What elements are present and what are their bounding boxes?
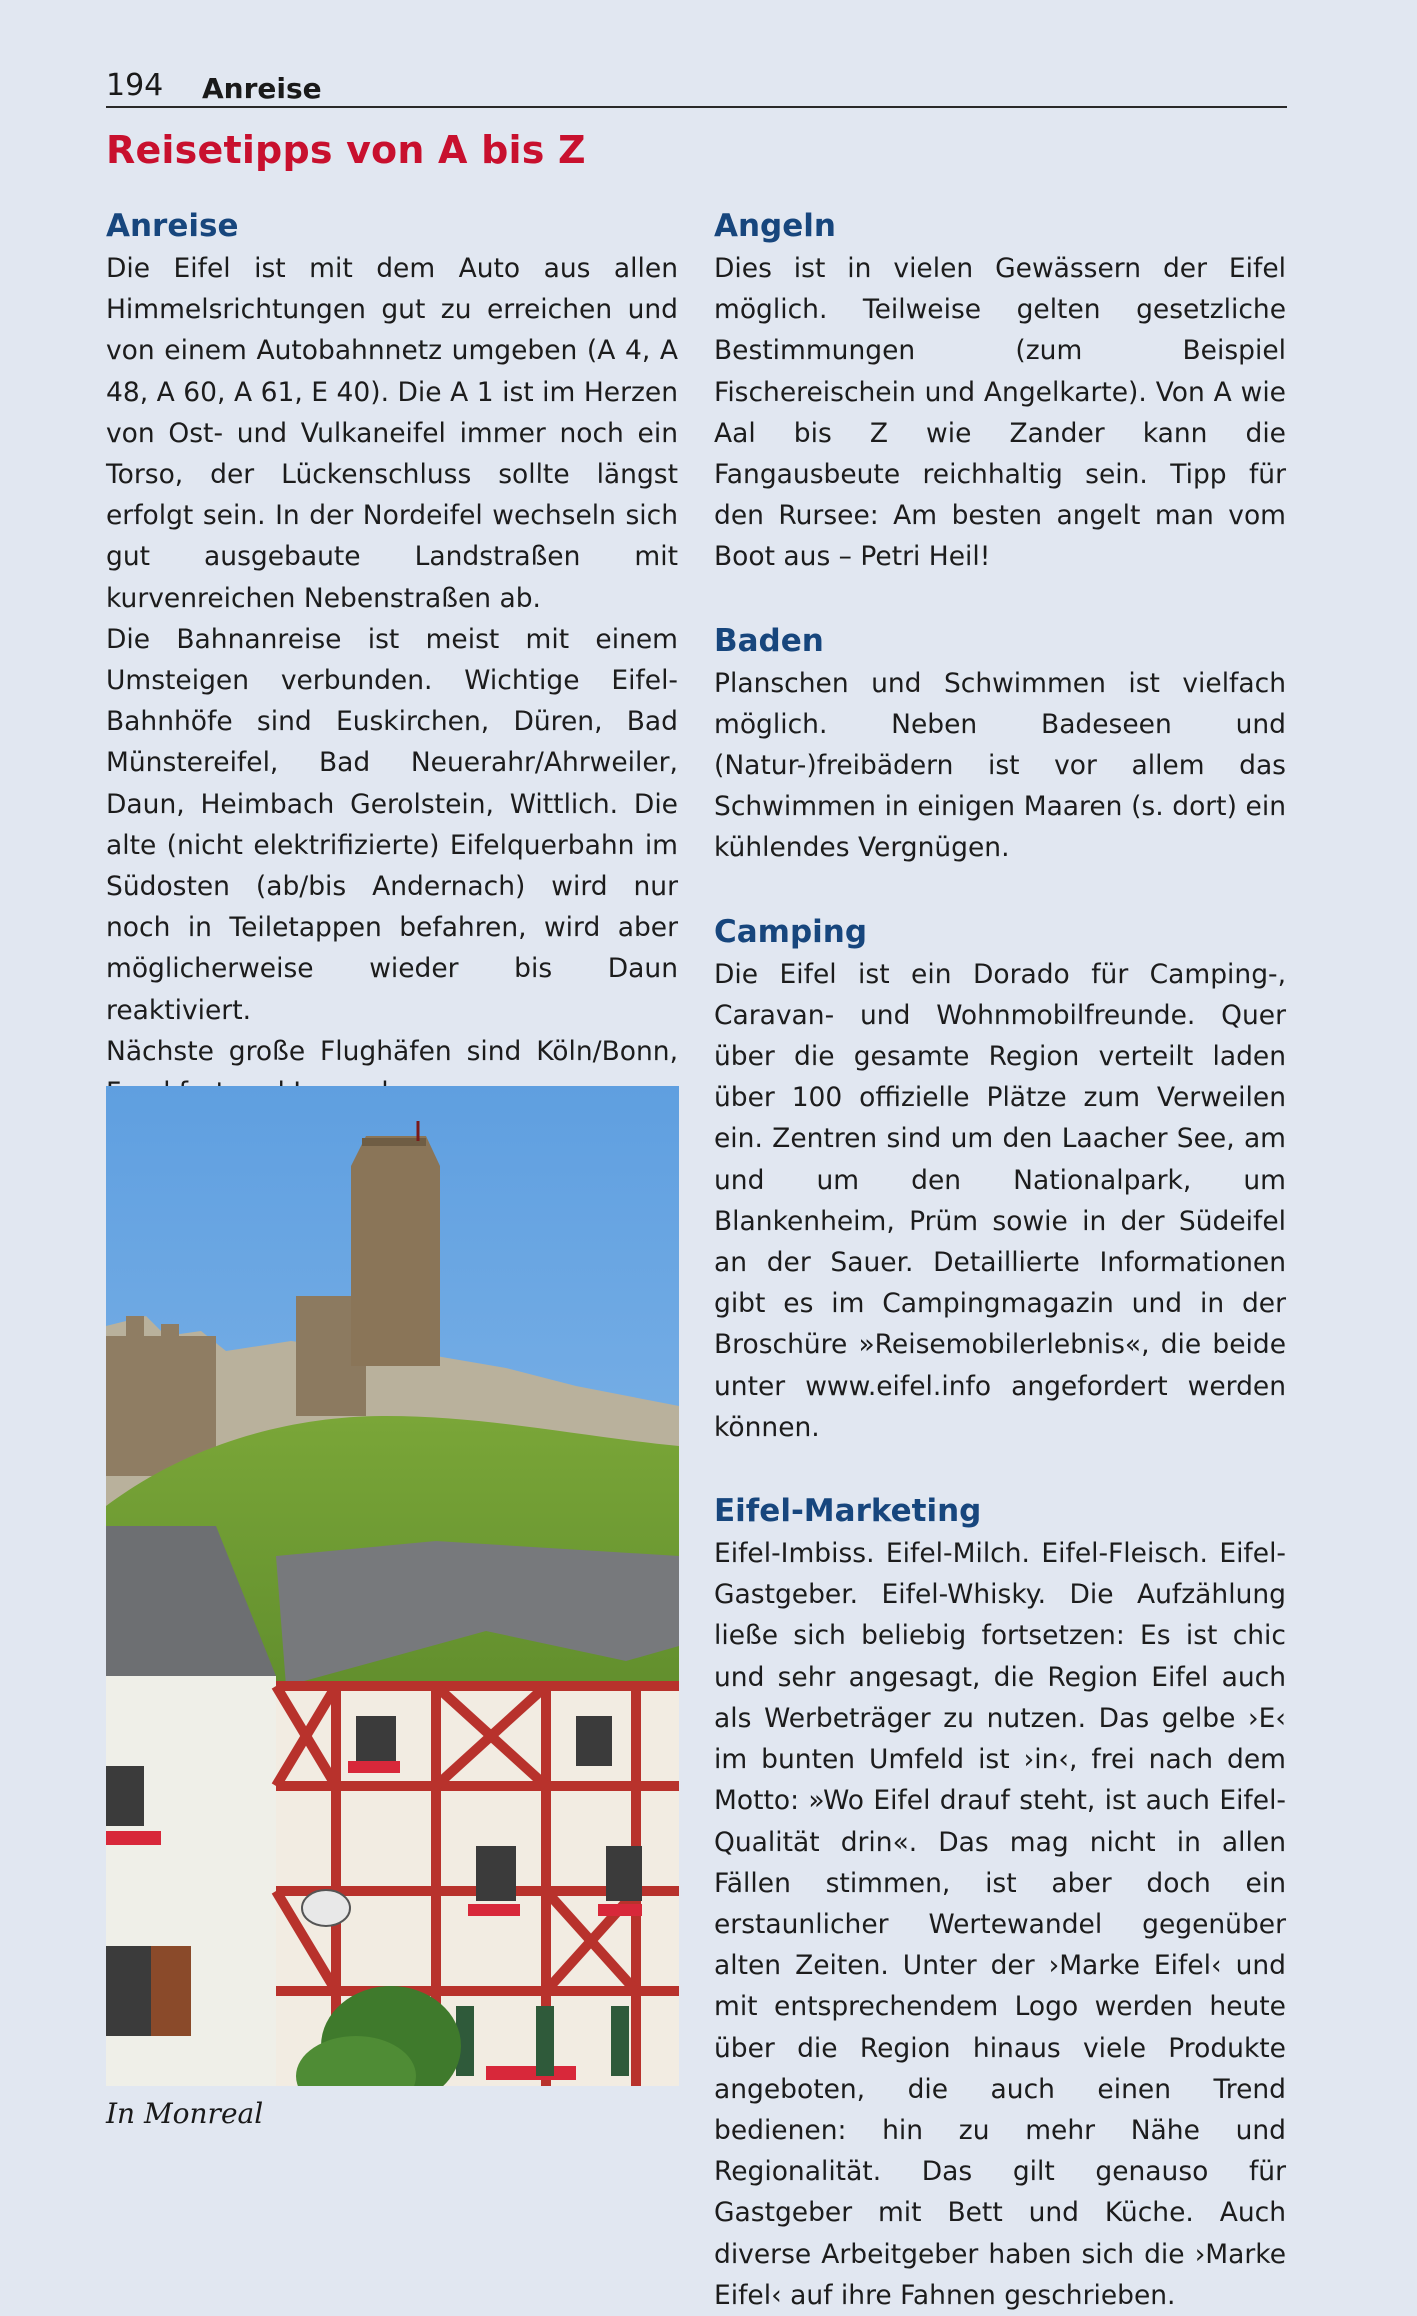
right-column bbox=[714, 204, 1286, 2316]
left-column bbox=[106, 204, 678, 1113]
page-title: Reisetipps von A bis Z bbox=[106, 128, 586, 172]
camping-paragraph: Die Eifel ist ein Dorado für Camping-, Caravan- und Wohnmobilfreunde. Quer über die gesamte Region verteilt laden über 100 offizielle Plätze zum Verweilen ein. Zentren sind um den Laacher See, am und um den Nationalpark, um Blankenheim, Prüm sowie in der Südeifel an der Sauer. Detaillierte Informationen gibt es im Campingmagazin und in der Broschüre »Reisemobilerlebnis«, die beide unter www.eifel.info angefordert werden können. bbox=[714, 958, 1286, 1443]
anreise-paragraph-3: Nächste große Flughäfen sind Köln/Bonn, bbox=[106, 1035, 678, 1067]
section-heading-angeln: Angeln bbox=[714, 208, 836, 244]
section-gap bbox=[714, 578, 1286, 619]
anreise-paragraph-1: Die Eifel ist mit dem Auto aus allen Himmelsrichtungen gut zu erreichen und von einem Autobahnnetz umgeben (A 4, A 48, A 60, A 61, E 40). Die A 1 ist im Herzen von Ost- und Vulkaneifel immer noch ein Torso, der Lückenschluss sollte längst erfolgt sein. In der Nordeifel wechseln sich gut ausgebaute Landstraßen mit kurvenreichen Nebenstraßen ab. bbox=[106, 253, 678, 614]
page-number: 194 bbox=[106, 68, 164, 103]
monreal-photo bbox=[106, 1086, 679, 2086]
section-gap bbox=[714, 1448, 1286, 1489]
photo-caption: In Monreal bbox=[106, 2097, 264, 2130]
section-gap bbox=[714, 869, 1286, 910]
section-heading-anreise: Anreise bbox=[106, 208, 239, 244]
angeln-paragraph: Dies ist in vielen Gewässern der Eifel möglich. Teilweise gelten gesetzliche Bestimmungen (zum Beispiel Fischereischein und Angelkarte). Von A wie Aal bis Z wie Zander kann die Fangausbeute reichhaltig sein. Tipp für den Rursee: Am besten angelt man vom Boot aus – Petri Heil! bbox=[714, 253, 1286, 573]
monreal-photo-illustration bbox=[106, 1086, 679, 2086]
running-head: Anreise bbox=[202, 72, 322, 105]
section-heading-camping: Camping bbox=[714, 913, 868, 950]
baden-paragraph: Planschen und Schwimmen ist vielfach möglich. Neben Badeseen und (Natur-)freibädern ist vor allem das Schwimmen in einigen Maaren (s. dort) ein kühlendes Vergnügen. bbox=[714, 667, 1286, 864]
eifel-marketing-paragraph: Eifel-Imbiss. Eifel-Milch. Eifel-Fleisch. Eifel-Gastgeber. Eifel-Whisky. Die Aufzählung ließe sich beliebig fortsetzen: Es ist chic und sehr angesagt, die Region Eifel auch als Werbeträger zu nutzen. Das gelbe ›E‹ im bunten Umfeld ist ›in‹, frei nach dem Motto: »Wo Eifel drauf steht, ist auch Eifel-Qualität drin«. Das mag nicht in allen Fällen stimmen, ist aber doch ein erstaunlicher Wertewandel gegenüber alten Zeiten. Unter der ›Marke Eifel‹ und mit entsprechendem Logo werden heute über die Region hinaus viele Produkte angeboten, die auch einen Trend bedienen: hin zu mehr Nähe und Regionalität. Das gilt genauso für Gastgeber mit Bett und Küche. Auch diverse Arbeitgeber haben sich die ›Marke Eifel‹ auf ihre Fahnen geschrieben. bbox=[714, 1538, 1286, 2311]
page-header bbox=[106, 64, 1287, 108]
section-heading-baden: Baden bbox=[714, 622, 824, 659]
section-heading-eifel-marketing: Eifel-Marketing bbox=[714, 1493, 982, 1530]
anreise-paragraph-2: Die Bahnanreise ist meist mit einem Umsteigen verbunden. Wichtige Eifel-Bahnhöfe sind Euskirchen, Düren, Bad Münstereifel, Bad Neuerahr/Ahrweiler, Daun, Heimbach Gerolstein, Wittlich. Die alte (nicht elektrifizierte) Eifelquerbahn im Südosten (ab/bis Andernach) wird nur noch in Teiletappen befahren, wird aber möglicherweise wieder bis Daun reaktiviert. bbox=[106, 623, 678, 1026]
